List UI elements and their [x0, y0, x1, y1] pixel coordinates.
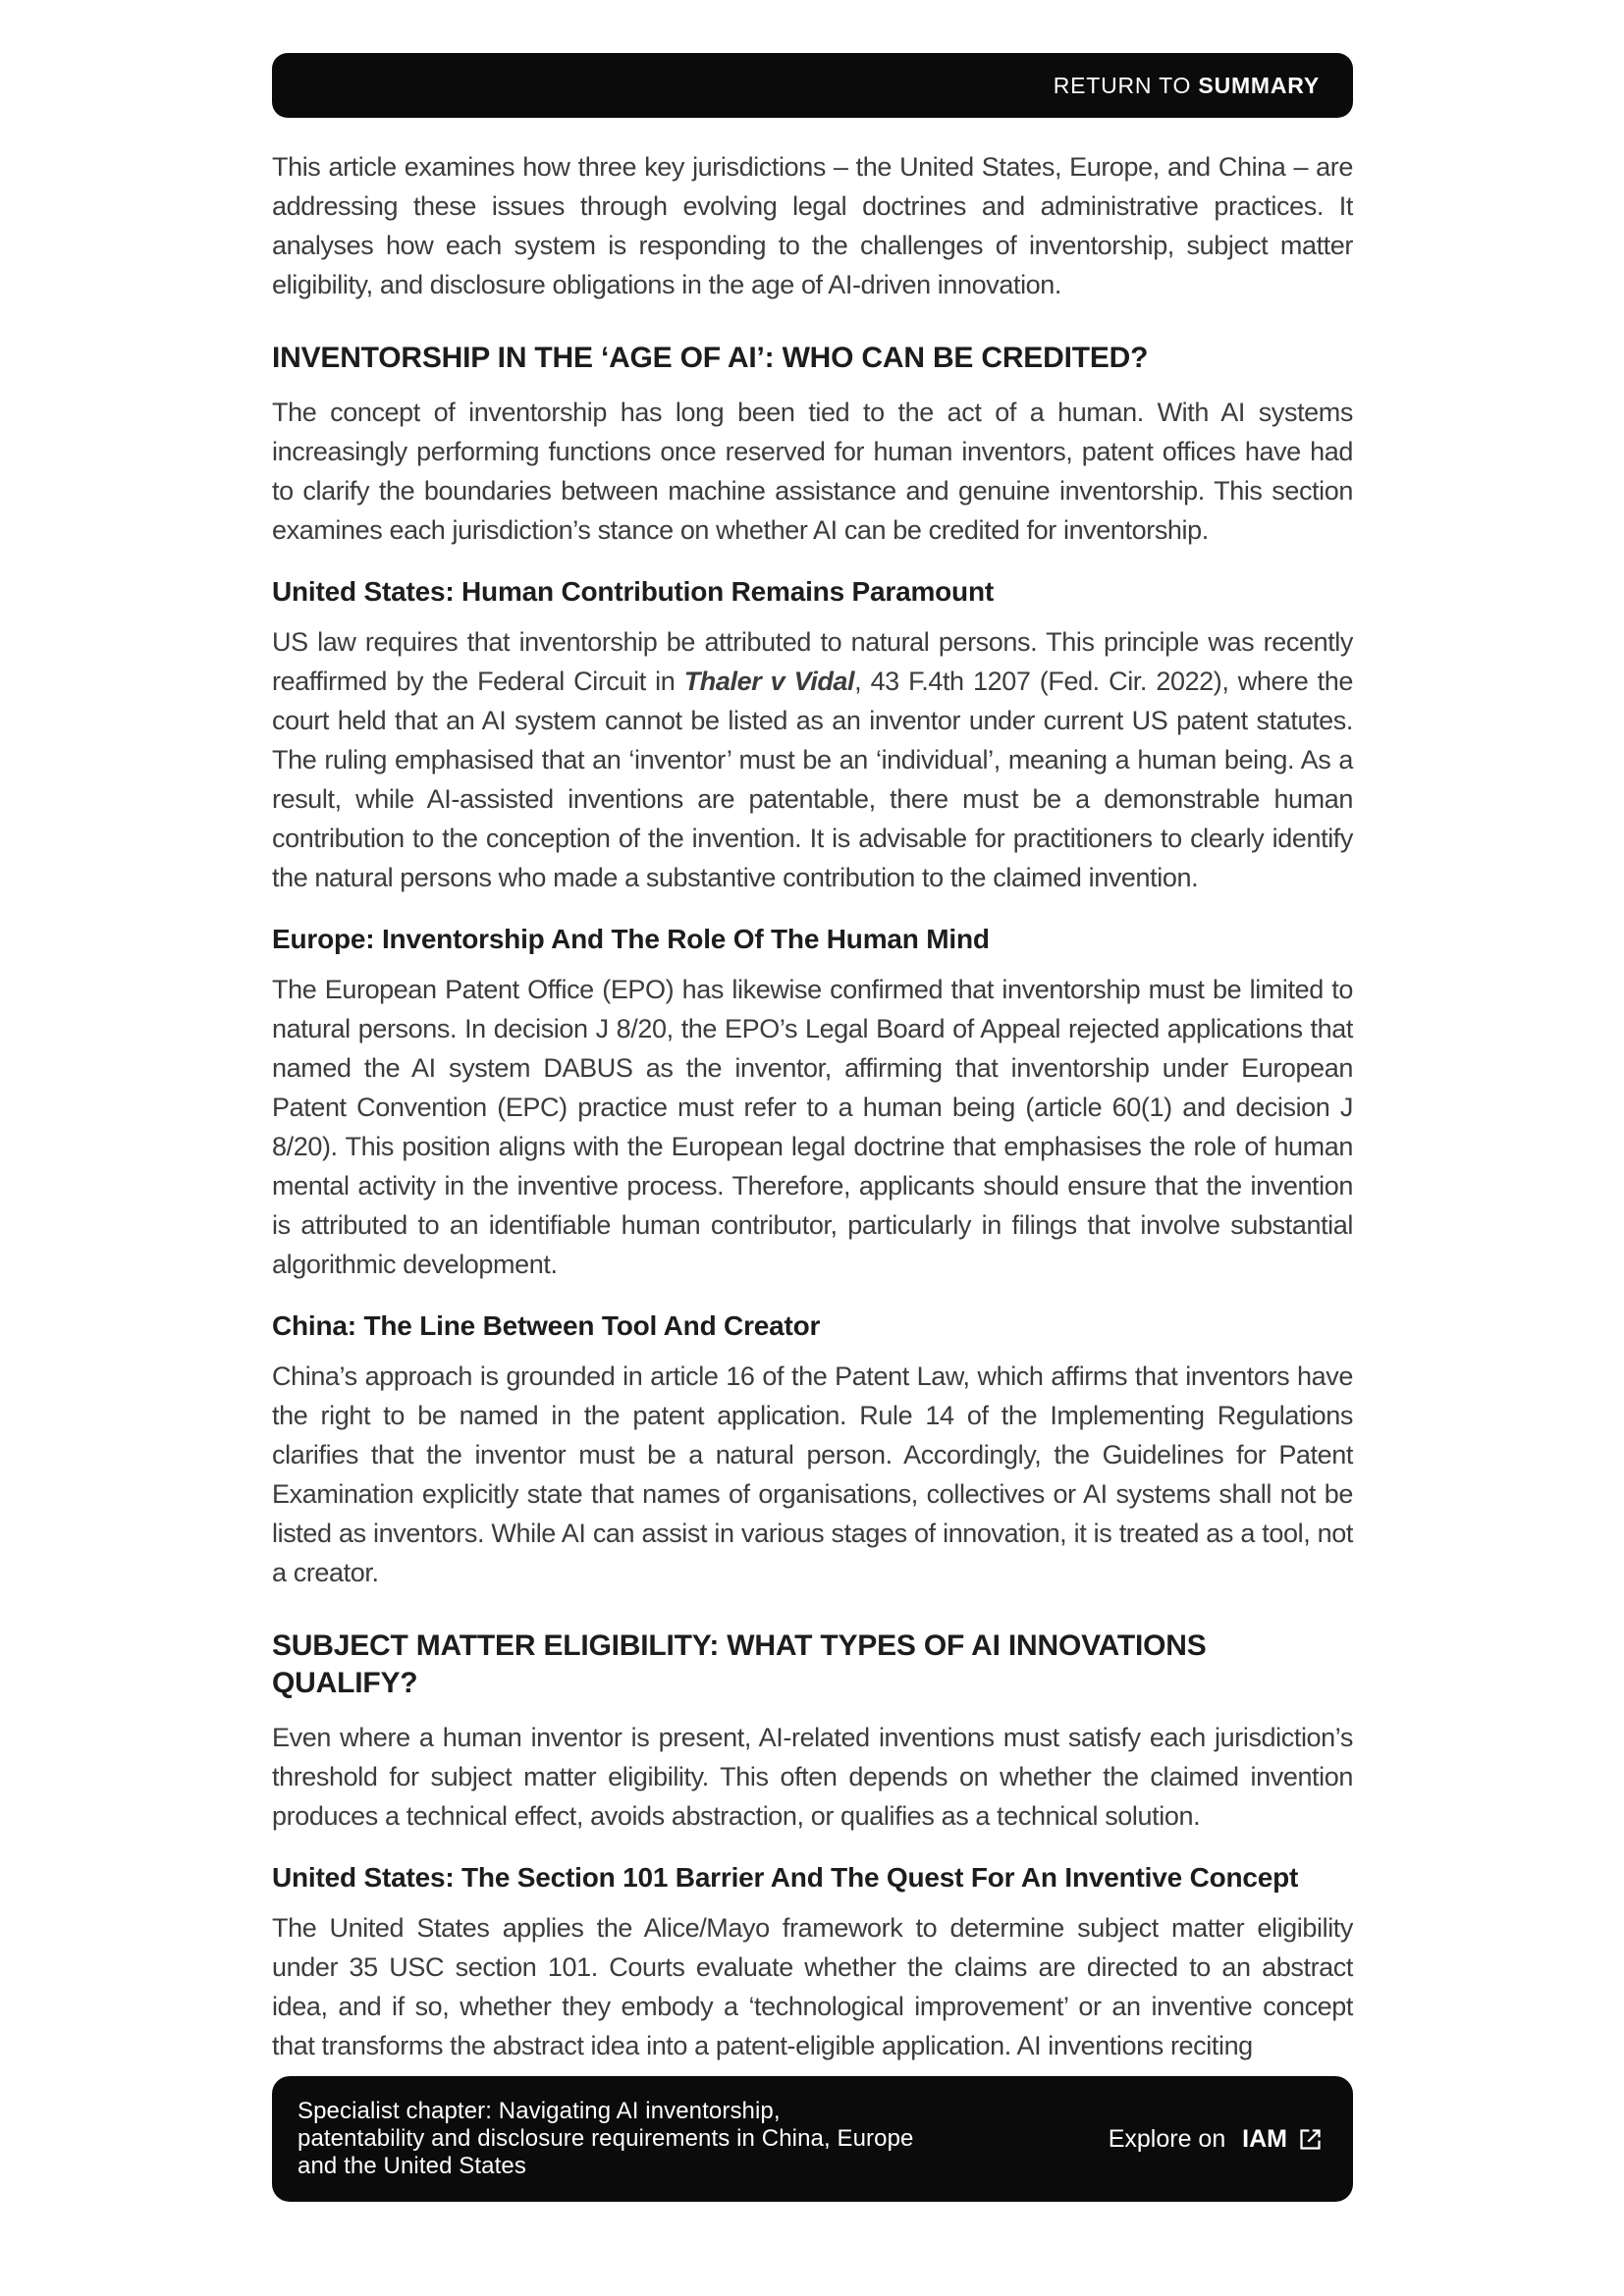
- explore-on-label: Explore on: [1108, 2124, 1233, 2153]
- explore-on-iam-link[interactable]: [1109, 2125, 1324, 2154]
- footer-bar: [272, 2076, 1353, 2202]
- return-to-summary-label: [1054, 73, 1320, 99]
- section-heading-subject-matter: SUBJECT MATTER ELIGIBILITY: WHAT TYPES OF AI INNOVATIONS QUALIFY?: [272, 1629, 1207, 1699]
- external-link-icon: [1297, 2126, 1324, 2153]
- paragraph-us-contribution: [272, 622, 1353, 897]
- chapter-title-line: and the United States: [298, 2153, 526, 2179]
- return-to-label-bold: SUMMARY: [1198, 72, 1320, 98]
- paragraph-us-section-101: The United States applies the Alice/Mayo framework to determine subject matter eligibility under 35 USC section 101. Courts evaluate whether the claims are directed to an abstract idea, and if so, whether they embody a ‘technological improvement’ or an inventive concept that transforms the abstract idea into a patent-eligible application. AI inventions reciting: [272, 1913, 1353, 2060]
- chapter-title-line: patentability and disclosure requirements in China, Europe: [298, 2125, 914, 2152]
- return-to-label-prefix: RETURN TO: [1053, 72, 1199, 98]
- paragraph-run: , 43 F.4th 1207 (Fed. Cir. 2022), where the court held that an AI system cannot be listed as an inventor under current US patent statutes. The ruling emphasised that an ‘inventor’ must be an ‘individual’, meaning a human being. As a result, while AI-assisted inventions are patentable, there must be a demonstrable human contribution to the conception of the invention. It is advisable for practitioners to clearly identify the natural persons who made a substantive contribution to the claimed invention.: [272, 667, 1354, 892]
- paragraph-china-tool-creator: China’s approach is grounded in article 16 of the Patent Law, which affirms that inventors have the right to be named in the patent application. Rule 14 of the Implementing Regulations clarifies that the inventor must be a natural person. Accordingly, the Guidelines for Patent Examination explicitly state that names of organisations, collectives or AI systems shall not be listed as inventors. While AI can assist in various stages of innovation, it is treated as a tool, not a creator.: [272, 1362, 1353, 1587]
- subheading-europe-inventorship: Europe: Inventorship And The Role Of The Human Mind: [272, 924, 990, 954]
- subheading-china-tool-creator: China: The Line Between Tool And Creator: [272, 1310, 821, 1341]
- paragraph-run: US law requires that inventorship be attributed to natural persons. This principle was recently reaffirmed by the Federal Circuit in: [272, 627, 1353, 696]
- case-citation-thaler-v-vidal: Thaler v Vidal: [683, 667, 855, 696]
- paragraph-subject-matter: Even where a human inventor is present, AI-related inventions must satisfy each jurisdiction’s threshold for subject matter eligibility. This often depends on whether the claimed invention produces a technical effect, avoids abstraction, or qualifies as a technical solution.: [272, 1723, 1353, 1831]
- chapter-title-line: Specialist chapter: Navigating AI inventorship,: [298, 2098, 781, 2124]
- intro-paragraph: This article examines how three key jurisdictions – the United States, Europe, and China – are addressing these issues through evolving legal doctrines and administrative practices. It analyses how each system is responding to the challenges of inventorship, subject matter eligibility, and disclosure obligations in the age of AI-driven innovation.: [272, 152, 1353, 299]
- article-body: [272, 147, 1353, 2065]
- paragraph-inventorship: The concept of inventorship has long been tied to the act of a human. With AI systems increasingly performing functions once reserved for human inventors, patent offices have had to clarify the boundaries between machine assistance and genuine inventorship. This section examines each jurisdiction’s stance on whether AI can be credited for inventorship.: [272, 398, 1353, 545]
- chapter-title: [298, 2098, 914, 2180]
- paragraph-europe-inventorship: The European Patent Office (EPO) has likewise confirmed that inventorship must be limited to natural persons. In decision J 8/20, the EPO’s Legal Board of Appeal rejected applications that named the AI system DABUS as the inventor, affirming that inventorship under European Patent Convention (EPC) practice must refer to a human being (article 60(1) and decision J 8/20). This position aligns with the European legal doctrine that emphasises the role of human mental activity in the inventive process. Therefore, applicants should ensure that the invention is attributed to an identifiable human contributor, particularly in filings that involve substantial algorithmic development.: [272, 975, 1353, 1279]
- section-heading-inventorship: INVENTORSHIP IN THE ‘AGE OF AI’: WHO CAN BE CREDITED?: [272, 342, 1149, 374]
- subheading-us-section-101: United States: The Section 101 Barrier And The Quest For An Inventive Concept: [272, 1862, 1299, 1893]
- subheading-us-contribution: United States: Human Contribution Remains Paramount: [272, 576, 994, 607]
- return-to-summary-button[interactable]: [272, 53, 1353, 118]
- iam-brand-label: IAM: [1242, 2124, 1287, 2153]
